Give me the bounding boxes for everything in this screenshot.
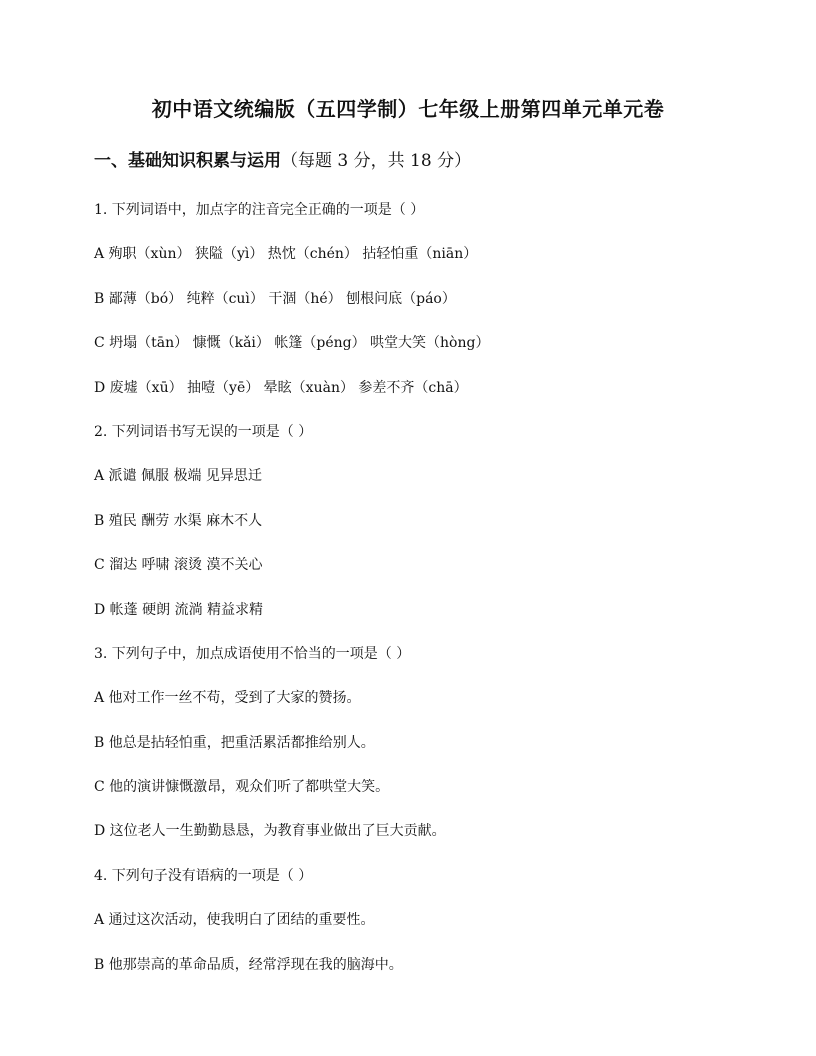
- answer-option-a: A 他对工作一丝不苟，受到了大家的赞扬。: [94, 690, 361, 707]
- answer-option-a: A 通过这次活动，使我明白了团结的重要性。: [94, 912, 375, 929]
- question-1: [94, 198, 774, 420]
- answer-option-d: D 帐蓬 硬朗 流淌 精益求精: [94, 601, 264, 618]
- question-stem: 2. 下列词语书写无误的一项是（ ）: [94, 423, 313, 440]
- answer-option-d: D 废墟（xū） 抽噎（yē） 晕眩（xuàn） 参差不齐（chā）: [94, 379, 468, 396]
- question-2: [94, 420, 774, 642]
- document-title: 初中语文统编版（五四学制）七年级上册第四单元单元卷: [151, 97, 665, 121]
- question-stem: 1. 下列词语中，加点字的注音完全正确的一项是（ ）: [94, 202, 425, 218]
- question-list: [94, 198, 774, 997]
- answer-option-c: C 他的演讲慷慨激昂，观众们听了都哄堂大笑。: [94, 779, 390, 796]
- answer-option-c: C 溜达 呼啸 滚烫 漠不关心: [94, 557, 263, 574]
- section-heading: [94, 149, 471, 173]
- answer-option-a: A 殉职（xùn） 狭隘（yì） 热忱（chén） 拈轻怕重（niān）: [94, 246, 478, 263]
- question-3: [94, 642, 774, 864]
- question-4: [94, 864, 774, 997]
- section-heading-main: 一、基础知识积累与运用: [94, 151, 281, 171]
- answer-option-d: D 这位老人一生勤勤恳恳，为教育事业做出了巨大贡献。: [94, 823, 446, 840]
- answer-option-c: C 坍塌（tān） 慷慨（kǎi） 帐篷（péng） 哄堂大笑（hòng）: [94, 335, 490, 352]
- answer-option-b: B 他那崇高的革命品质，经常浮现在我的脑海中。: [94, 956, 403, 973]
- answer-option-b: B 鄙薄（bó） 纯粹（cuì） 干涸（hé） 刨根问底（páo）: [94, 290, 456, 307]
- section-heading-note: （每题 3 分，共 18 分）: [281, 151, 472, 171]
- answer-option-b: B 殖民 酬劳 水渠 麻木不人: [94, 512, 263, 529]
- answer-option-b: B 他总是拈轻怕重，把重活累活都推给别人。: [94, 734, 375, 751]
- answer-option-a: A 派谴 佩服 极端 见异思迁: [94, 468, 262, 485]
- question-stem: 4. 下列句子没有语病的一项是（ ）: [94, 867, 313, 884]
- question-stem: 3. 下列句子中，加点成语使用不恰当的一项是（ ）: [94, 645, 411, 662]
